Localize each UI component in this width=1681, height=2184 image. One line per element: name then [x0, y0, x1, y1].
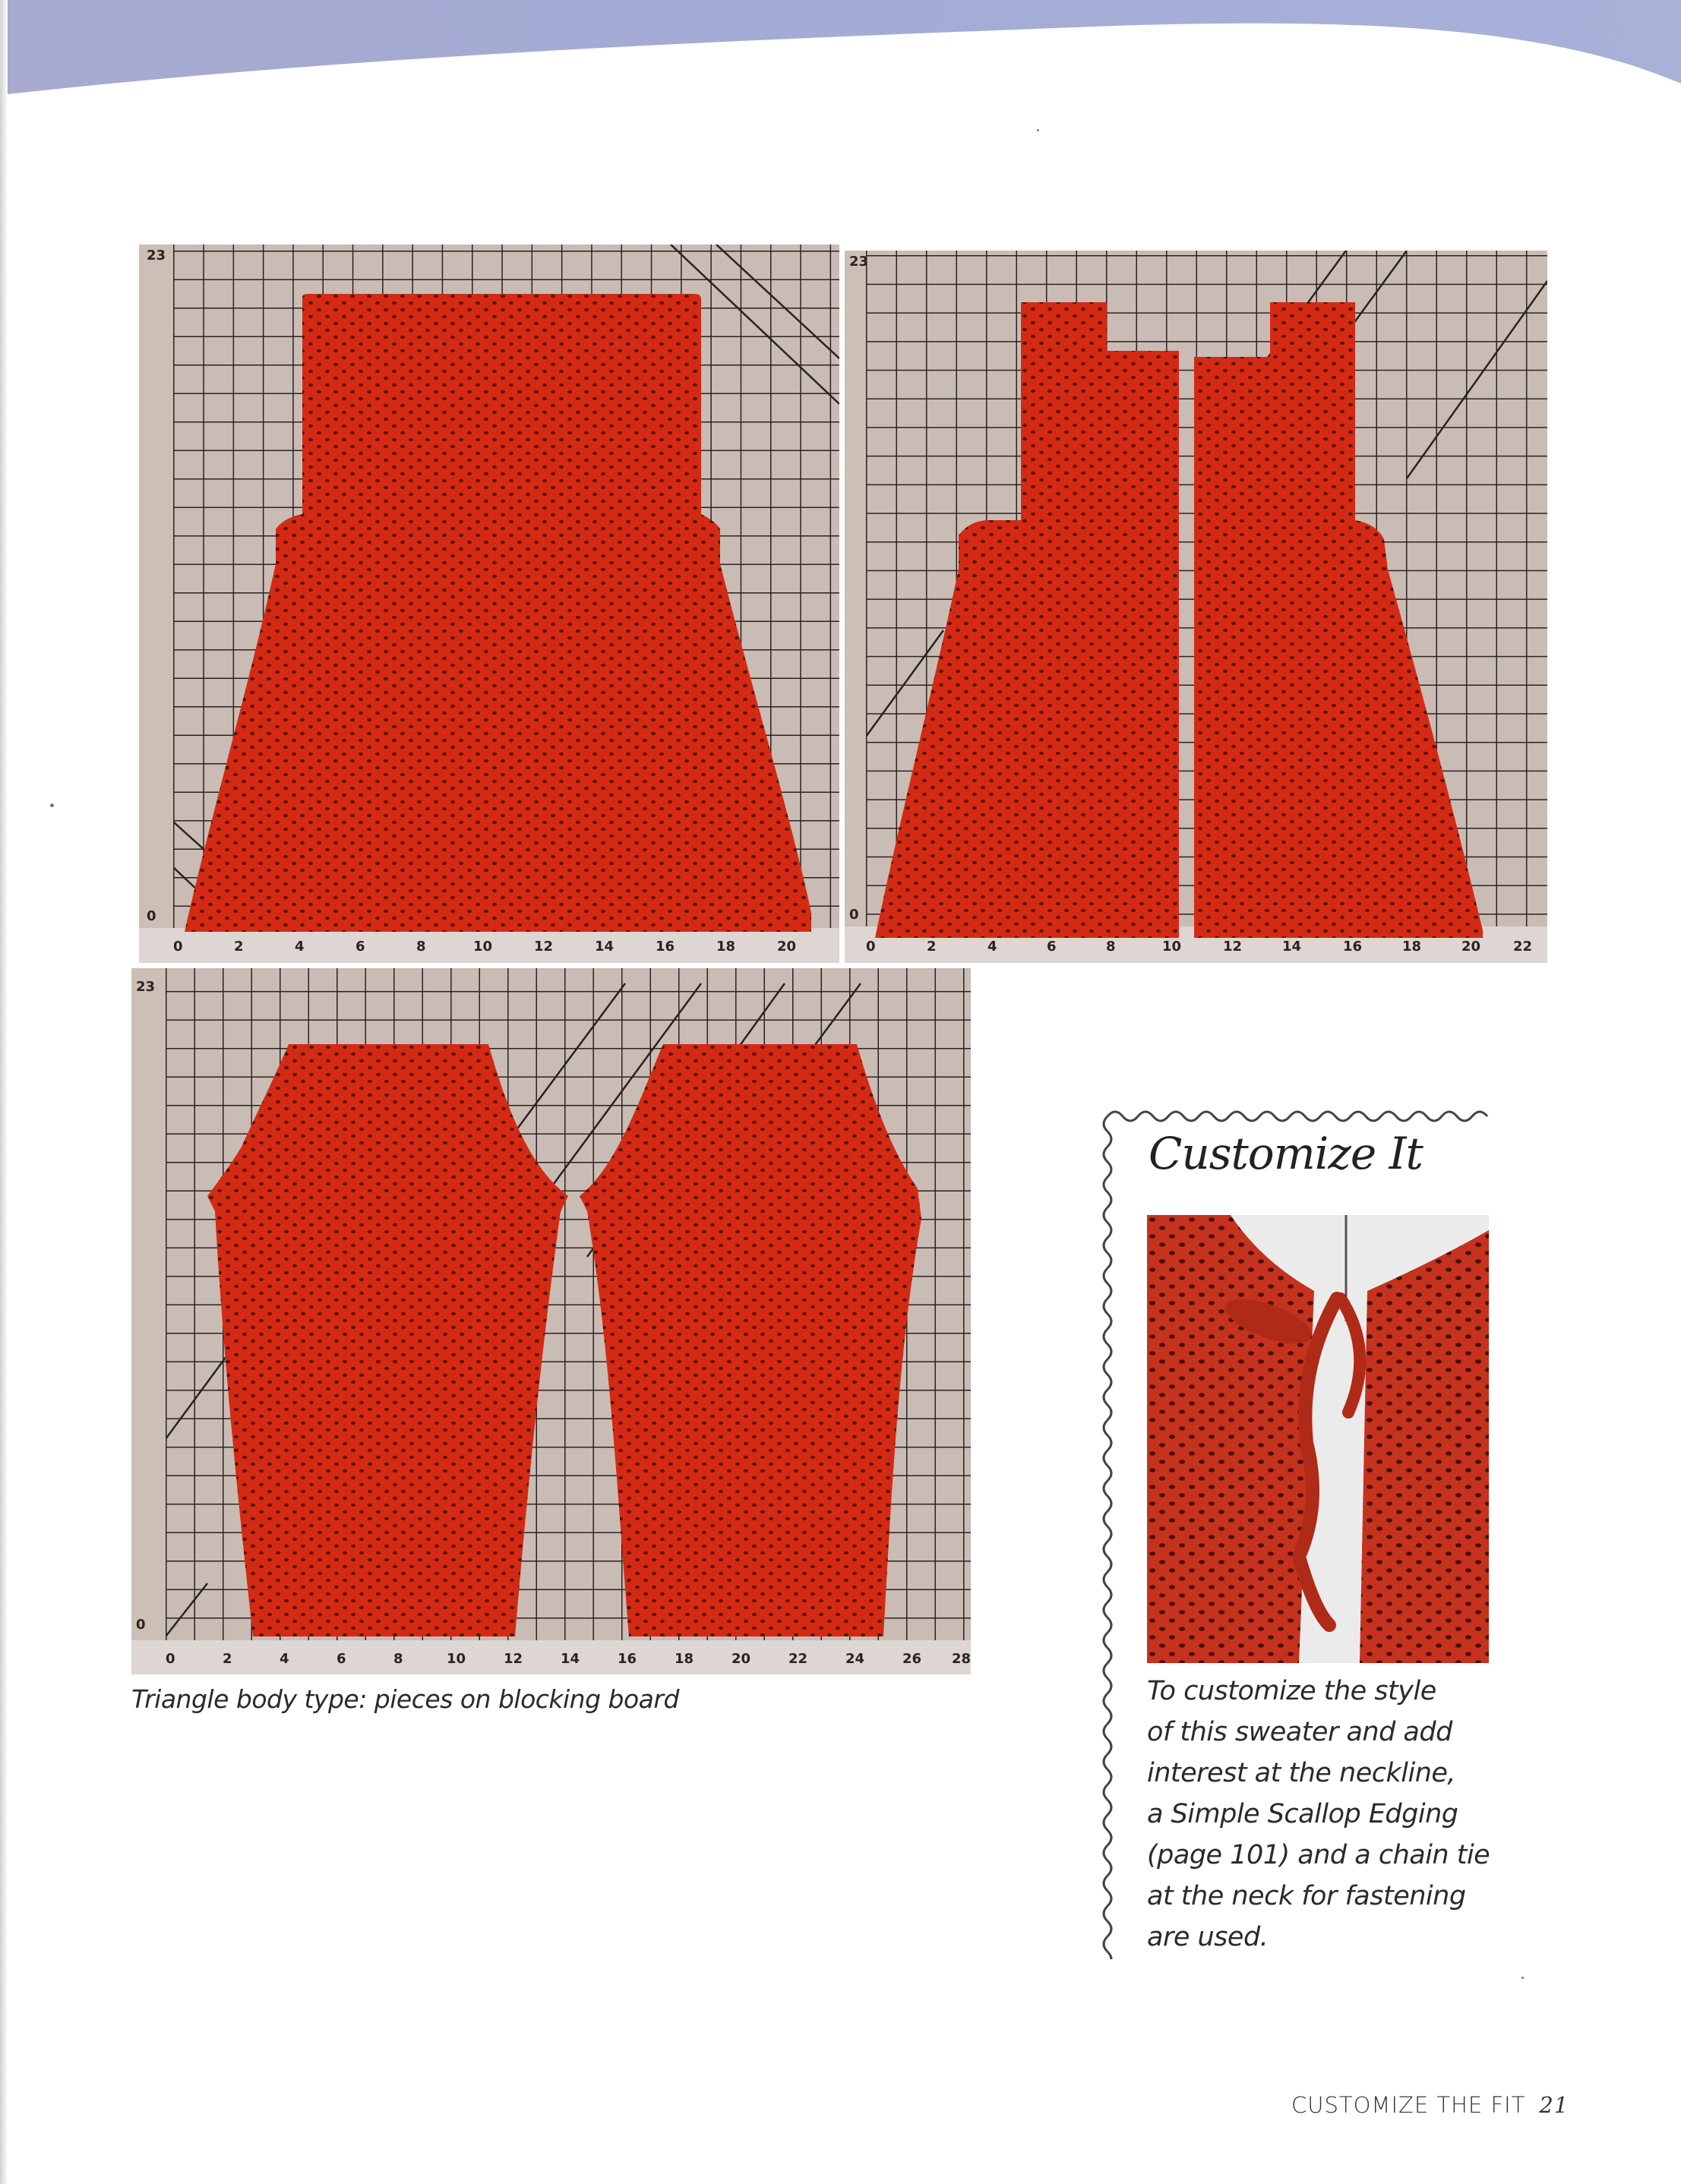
sidebar-line: of this sweater and add	[1147, 1717, 1452, 1747]
sidebar-title: Customize It	[1149, 1128, 1423, 1179]
photo-front-pieces	[845, 251, 1547, 963]
svg-text:8: 8	[416, 939, 426, 955]
svg-text:20: 20	[1461, 939, 1481, 955]
svg-text:8: 8	[393, 1651, 403, 1667]
svg-text:12: 12	[504, 1651, 523, 1667]
svg-text:14: 14	[561, 1651, 580, 1667]
print-speck	[1037, 129, 1039, 131]
svg-text:28: 28	[952, 1651, 971, 1667]
photo-back-piece	[139, 245, 839, 963]
page-gutter-shadow	[0, 0, 8, 2184]
svg-text:23: 23	[147, 248, 166, 264]
neckline-tie-image	[1147, 1215, 1489, 1663]
page-number: 21	[1539, 2092, 1569, 2118]
svg-text:10: 10	[447, 1651, 466, 1667]
sidebar-line: interest at the neckline,	[1147, 1758, 1456, 1788]
svg-text:16: 16	[1343, 939, 1363, 955]
svg-text:2: 2	[223, 1651, 232, 1667]
sidebar-line: (page 101) and a chain tie	[1147, 1840, 1490, 1870]
svg-text:23: 23	[136, 979, 156, 995]
svg-text:23: 23	[849, 254, 869, 270]
svg-text:12: 12	[1223, 939, 1243, 955]
page-footer	[1291, 2092, 1569, 2118]
svg-text:18: 18	[675, 1651, 694, 1667]
svg-text:20: 20	[777, 939, 797, 955]
svg-text:2: 2	[234, 939, 244, 955]
blocking-board-sleeves	[131, 968, 971, 1674]
svg-text:16: 16	[656, 939, 675, 955]
neckline-closeup-photo	[1147, 1215, 1489, 1663]
header-decorative-band	[0, 0, 1681, 106]
sidebar-line: To customize the style	[1147, 1676, 1436, 1706]
svg-text:4: 4	[280, 1651, 289, 1667]
blocking-board-fronts	[845, 251, 1547, 963]
sidebar-line: at the neck for fastening	[1147, 1881, 1466, 1911]
svg-text:12: 12	[534, 939, 554, 955]
svg-text:0: 0	[866, 939, 876, 955]
sidebar-line: are used.	[1147, 1922, 1269, 1952]
svg-text:18: 18	[1402, 939, 1422, 955]
svg-text:4: 4	[295, 939, 305, 955]
svg-text:14: 14	[1282, 939, 1302, 955]
svg-text:6: 6	[355, 939, 365, 955]
footer-section-title: CUSTOMIZE THE FIT	[1291, 2092, 1526, 2118]
print-speck	[50, 803, 54, 807]
svg-text:8: 8	[1106, 939, 1116, 955]
svg-text:20: 20	[731, 1651, 751, 1667]
svg-text:22: 22	[788, 1651, 808, 1667]
svg-text:2: 2	[927, 939, 937, 955]
svg-text:24: 24	[845, 1651, 865, 1667]
svg-text:10: 10	[473, 939, 493, 955]
sidebar-line: a Simple Scallop Edging	[1147, 1799, 1458, 1829]
sidebar-body-text	[1147, 1671, 1490, 1958]
svg-text:22: 22	[1513, 939, 1533, 955]
svg-text:10: 10	[1162, 939, 1182, 955]
svg-text:0: 0	[166, 1651, 175, 1667]
figure-caption: Triangle body type: pieces on blocking board	[131, 1684, 679, 1714]
svg-text:16: 16	[618, 1651, 637, 1667]
svg-text:18: 18	[716, 939, 736, 955]
svg-text:26: 26	[902, 1651, 922, 1667]
print-speck	[1521, 1977, 1524, 1979]
svg-text:0: 0	[136, 1617, 146, 1633]
svg-text:0: 0	[849, 907, 859, 923]
svg-text:14: 14	[595, 939, 615, 955]
svg-text:6: 6	[337, 1651, 346, 1667]
blocking-board-back	[139, 245, 839, 963]
svg-text:6: 6	[1047, 939, 1057, 955]
svg-text:4: 4	[987, 939, 997, 955]
svg-text:0: 0	[147, 908, 156, 924]
photo-sleeves	[131, 968, 971, 1674]
svg-text:0: 0	[173, 939, 183, 955]
